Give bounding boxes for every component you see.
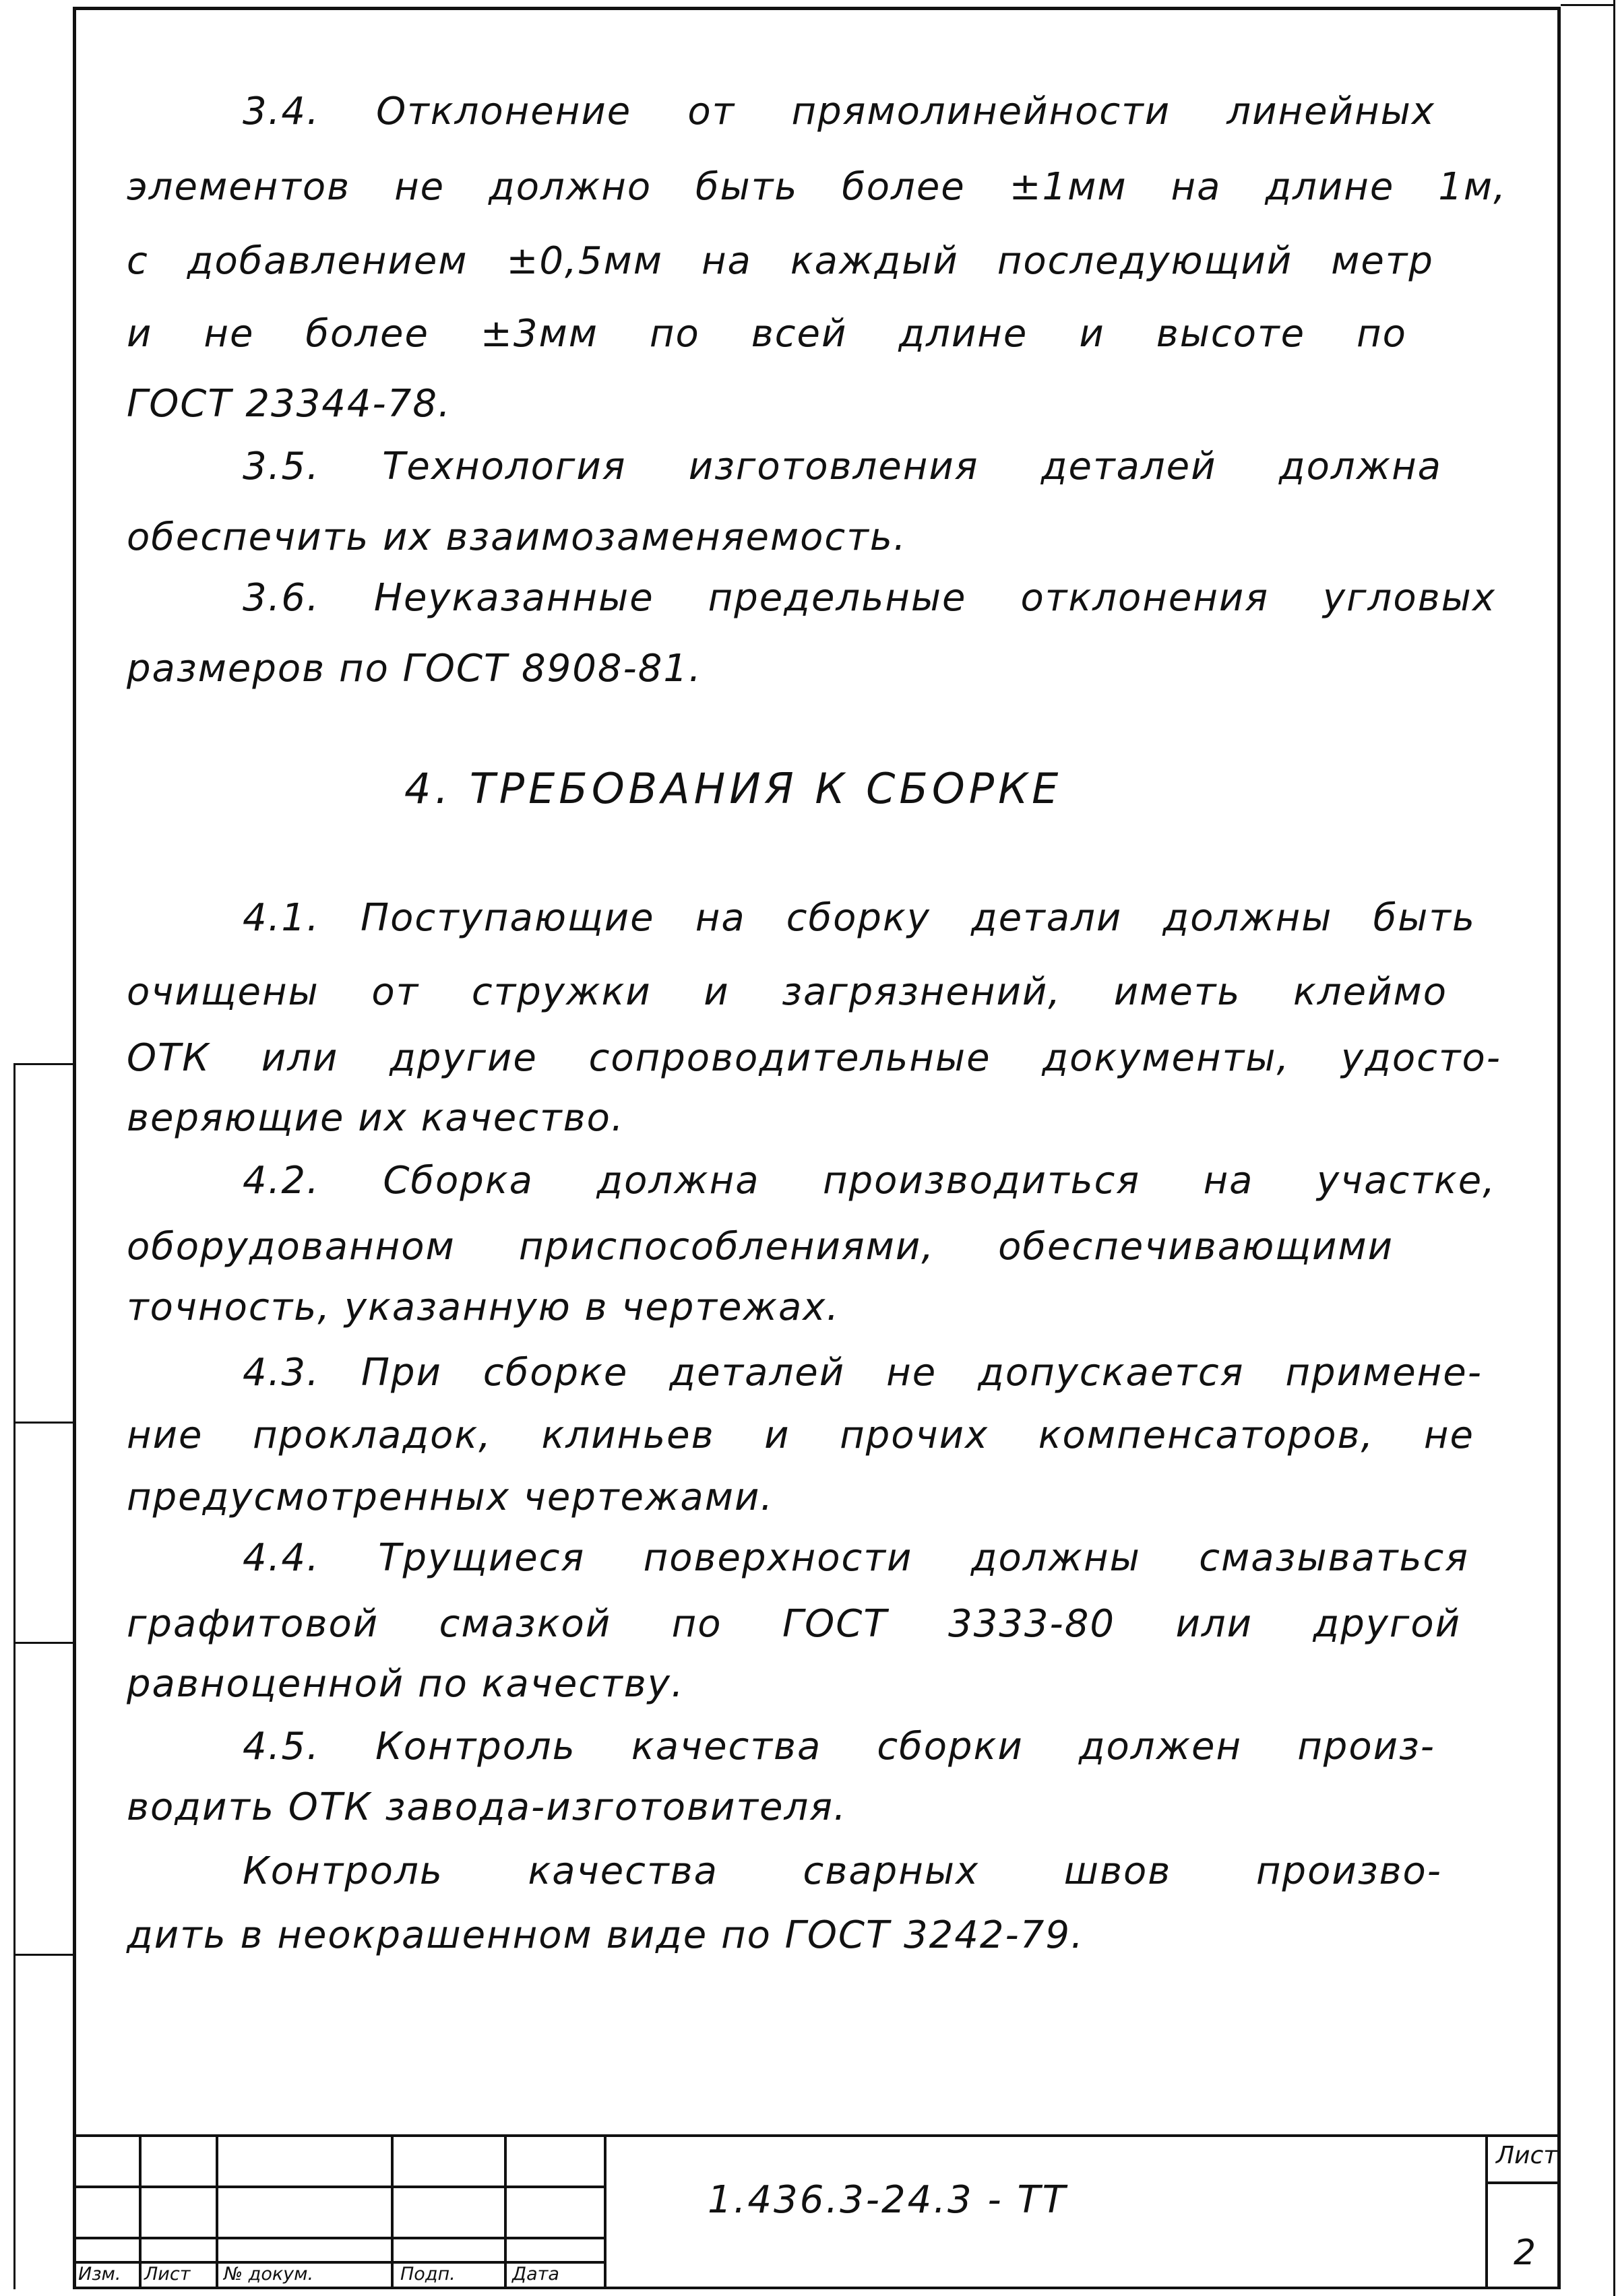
section-heading: 4. ТРЕБОВАНИЯ К СБОРКЕ xyxy=(404,764,1063,813)
stamp-col-line xyxy=(139,2134,142,2287)
word: сборке xyxy=(483,1351,629,1395)
word: должен xyxy=(1078,1725,1243,1768)
word: должно xyxy=(489,165,652,209)
word: высоте xyxy=(1156,312,1306,356)
word: от xyxy=(687,90,736,133)
text-line: размеров по ГОСТ 8908-81. xyxy=(127,647,702,691)
text-line xyxy=(127,970,1448,1014)
stamp-label-change: Изм. xyxy=(78,2264,121,2285)
word: длине xyxy=(898,312,1028,356)
word: ние xyxy=(127,1413,204,1457)
word: не xyxy=(394,165,445,209)
title-block xyxy=(74,2134,1561,2287)
word: должна xyxy=(1278,445,1442,488)
stamp-label-sheet: Лист xyxy=(144,2264,191,2285)
word: 3.6. xyxy=(243,576,320,620)
word: должна xyxy=(596,1159,760,1203)
word: 4.4. xyxy=(243,1536,320,1580)
text-line xyxy=(127,1413,1474,1457)
word: изготовления xyxy=(688,445,979,488)
text-line: равноценной по качеству. xyxy=(127,1662,685,1706)
word: 3333-80 xyxy=(948,1602,1115,1646)
word: прочих xyxy=(840,1413,989,1457)
binding-strip-tick xyxy=(13,1954,74,1956)
word: угловых xyxy=(1322,576,1496,620)
word: швов xyxy=(1063,1849,1172,1893)
word: участке, xyxy=(1316,1159,1496,1203)
word: предельные xyxy=(708,576,967,620)
word: сварных xyxy=(803,1849,980,1893)
text-line xyxy=(243,1351,1483,1395)
word: смазкой xyxy=(439,1602,612,1646)
text-line: точность, указанную в чертежах. xyxy=(127,1285,840,1329)
word: всей xyxy=(751,312,848,356)
text-line xyxy=(243,1725,1435,1768)
word: длине xyxy=(1265,165,1395,209)
text-line: предусмотренных чертежами. xyxy=(127,1475,774,1519)
word: прямолинейности xyxy=(791,90,1171,133)
word: должны xyxy=(970,1536,1141,1580)
outer-top-edge xyxy=(1561,4,1615,6)
text-line: водить ОТК завода-изготовителя. xyxy=(127,1785,847,1829)
word: клиньев xyxy=(541,1413,715,1457)
word: по xyxy=(649,312,700,356)
word: более xyxy=(842,165,966,209)
word: удосто- xyxy=(1341,1036,1501,1080)
word: обеспечивающими xyxy=(998,1225,1394,1269)
word: клеймо xyxy=(1293,970,1448,1014)
text-line xyxy=(243,1849,1442,1893)
text-line xyxy=(127,312,1407,356)
word: должны xyxy=(1162,896,1333,940)
stamp-label-date: Дата xyxy=(512,2264,559,2285)
word: последующий xyxy=(997,239,1293,283)
word: стружки xyxy=(471,970,652,1014)
word: более xyxy=(305,312,429,356)
word: на xyxy=(701,239,752,283)
word: не xyxy=(886,1351,937,1395)
word: качества xyxy=(528,1849,718,1893)
frame-top-border xyxy=(73,7,1561,10)
text-line: ГОСТ 23344-78. xyxy=(127,382,452,426)
word: очищены xyxy=(127,970,319,1014)
word: производиться xyxy=(823,1159,1141,1203)
word: оборудованном xyxy=(127,1225,456,1269)
frame-bottom-border xyxy=(73,2287,1561,2289)
stamp-row-line xyxy=(74,2237,604,2239)
binding-strip-tick xyxy=(13,1063,74,1065)
word: прокладок, xyxy=(253,1413,492,1457)
word: 4.5. xyxy=(243,1725,320,1768)
word: отклонения xyxy=(1020,576,1270,620)
word: ±0,5мм xyxy=(506,239,663,283)
word: ±1мм xyxy=(1009,165,1127,209)
word: примене- xyxy=(1285,1351,1483,1395)
word: сборки xyxy=(877,1725,1024,1768)
word: Сборка xyxy=(383,1159,534,1203)
word: с xyxy=(127,239,149,283)
word: другой xyxy=(1313,1602,1461,1646)
word: Отклонение xyxy=(376,90,632,133)
word: Контроль xyxy=(375,1725,576,1768)
text-line xyxy=(127,1036,1501,1080)
word: поверхности xyxy=(643,1536,913,1580)
word: 1м, xyxy=(1438,165,1507,209)
word: приспособлениями, xyxy=(518,1225,935,1269)
word: не xyxy=(1423,1413,1474,1457)
word: 4.3. xyxy=(243,1351,320,1395)
word: ГОСТ xyxy=(782,1602,888,1646)
word: деталей xyxy=(1040,445,1217,488)
text-line: дить в неокрашенном виде по ГОСТ 3242-79. xyxy=(127,1913,1084,1957)
word: и xyxy=(704,970,730,1014)
word: от xyxy=(371,970,420,1014)
text-line xyxy=(243,1159,1496,1203)
word: на xyxy=(1203,1159,1254,1203)
word: 4.2. xyxy=(243,1159,320,1203)
word: добавлением xyxy=(187,239,468,283)
word: и xyxy=(1079,312,1105,356)
stamp-top-line xyxy=(74,2134,1561,2137)
word: 4.1. xyxy=(243,896,320,940)
word: 3.5. xyxy=(243,445,320,488)
word: Контроль xyxy=(243,1849,443,1893)
word: или xyxy=(1175,1602,1253,1646)
word: по xyxy=(671,1602,722,1646)
text-line xyxy=(243,90,1435,133)
text-line: веряющие их качество. xyxy=(127,1096,625,1140)
word: произво- xyxy=(1255,1849,1442,1893)
word: и xyxy=(764,1413,790,1457)
stamp-label-signature: Подп. xyxy=(400,2264,456,2285)
stamp-col-line xyxy=(504,2134,507,2287)
word: допускается xyxy=(978,1351,1245,1395)
binding-strip-tick xyxy=(13,1642,74,1644)
word: сопроводительные xyxy=(588,1036,991,1080)
word: При xyxy=(361,1351,442,1395)
document-code: 1.436.3-24.3 - ТТ xyxy=(708,2178,1067,2222)
text-line xyxy=(127,239,1434,283)
stamp-row-line xyxy=(1485,2181,1561,2184)
stamp-label-doc-number: № докум. xyxy=(224,2264,314,2285)
stamp-col-line xyxy=(1485,2134,1488,2287)
word: не xyxy=(204,312,255,356)
word: смазываться xyxy=(1199,1536,1469,1580)
word: быть xyxy=(1373,896,1476,940)
text-line xyxy=(243,896,1476,940)
word: линейных xyxy=(1226,90,1435,133)
text-line: обеспечить их взаимозаменяемость. xyxy=(127,515,907,559)
word: ОТК xyxy=(127,1036,211,1080)
word: компенсаторов, xyxy=(1038,1413,1375,1457)
word: Поступающие xyxy=(360,896,655,940)
word: метр xyxy=(1331,239,1434,283)
word: ±3мм xyxy=(480,312,598,356)
sheet-label: Лист xyxy=(1496,2142,1558,2169)
word: графитовой xyxy=(127,1602,379,1646)
word: и xyxy=(127,312,153,356)
word: загрязнений, xyxy=(782,970,1062,1014)
sheet-number: 2 xyxy=(1514,2233,1536,2273)
stamp-row-line xyxy=(74,2186,604,2188)
text-line xyxy=(127,1602,1461,1646)
word: каждый xyxy=(790,239,959,283)
word: Неуказанные xyxy=(373,576,654,620)
stamp-col-line xyxy=(216,2134,218,2287)
word: или xyxy=(261,1036,339,1080)
frame-right-border xyxy=(1557,7,1561,2289)
word: иметь xyxy=(1113,970,1241,1014)
word: документы, xyxy=(1042,1036,1290,1080)
word: 3.4. xyxy=(243,90,320,133)
text-line xyxy=(243,576,1496,620)
text-line xyxy=(243,1536,1469,1580)
word: качества xyxy=(631,1725,822,1768)
text-line xyxy=(243,445,1442,488)
word: сборку xyxy=(786,896,931,940)
text-line xyxy=(127,165,1507,209)
word: по xyxy=(1357,312,1407,356)
binding-strip-line xyxy=(13,1063,15,2289)
word: другие xyxy=(390,1036,538,1080)
stamp-col-line xyxy=(391,2134,394,2287)
word: произ- xyxy=(1297,1725,1435,1768)
word: Технология xyxy=(382,445,627,488)
frame-left-border xyxy=(73,7,76,2289)
stamp-col-line xyxy=(604,2134,606,2287)
word: Трущиеся xyxy=(378,1536,586,1580)
word: на xyxy=(1171,165,1222,209)
outer-right-edge xyxy=(1613,0,1615,2296)
word: быть xyxy=(695,165,799,209)
word: деталей xyxy=(669,1351,846,1395)
binding-strip-tick xyxy=(13,1422,74,1424)
text-line xyxy=(127,1225,1394,1269)
word: элементов xyxy=(127,165,351,209)
word: детали xyxy=(971,896,1123,940)
word: на xyxy=(695,896,746,940)
